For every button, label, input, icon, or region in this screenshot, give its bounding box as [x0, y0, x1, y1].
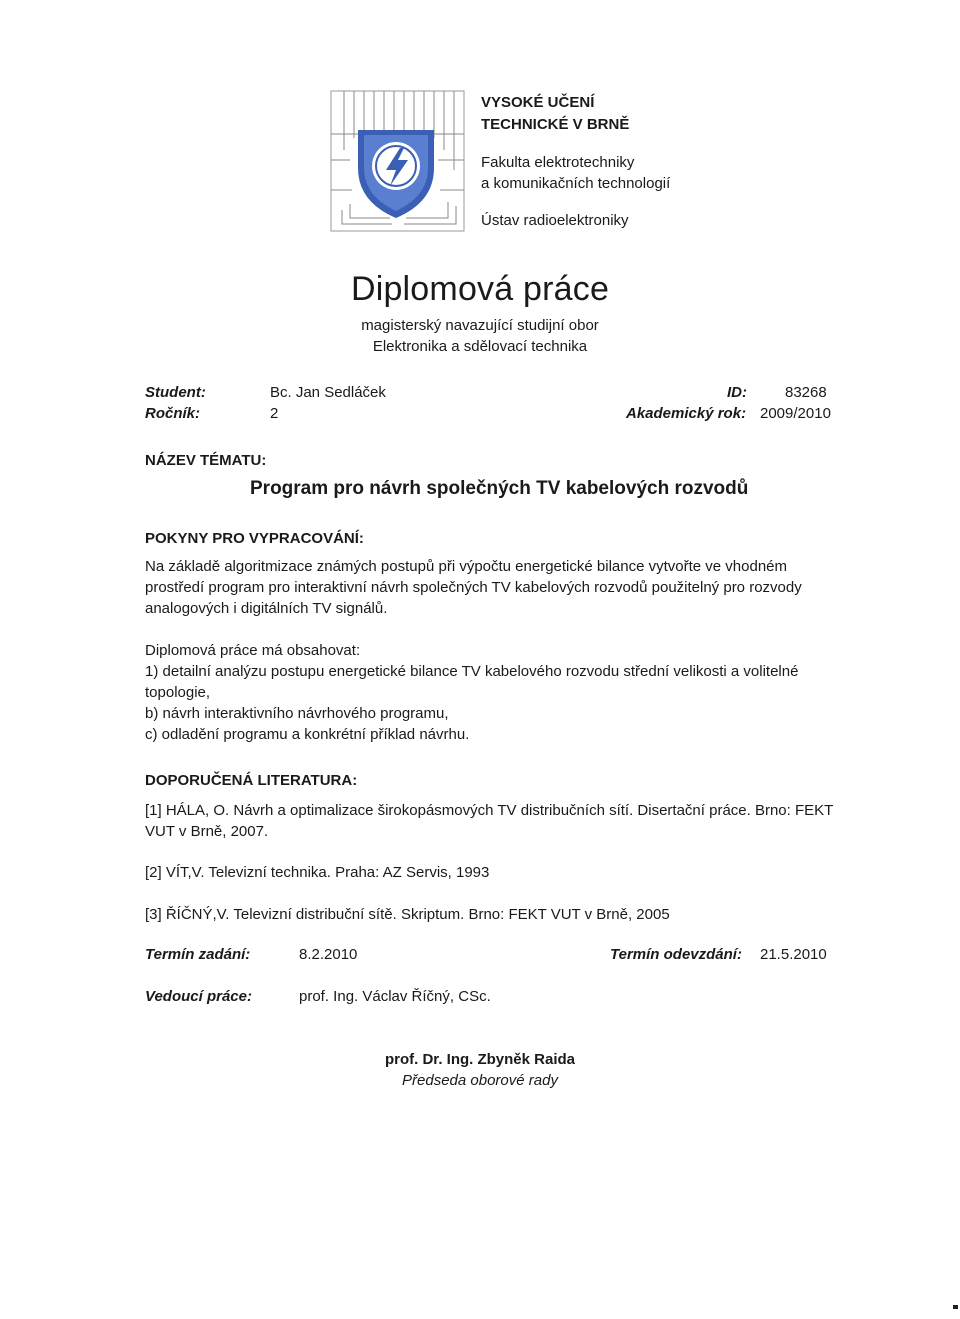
topic-name: Program pro návrh společných TV kabelových rozvodů	[250, 478, 749, 499]
id-label: ID:	[727, 384, 747, 401]
faculty-name-line2: a komunikačních technologií	[481, 175, 671, 192]
university-logo	[330, 90, 465, 232]
scan-speck	[953, 1305, 958, 1309]
supervisor-label: Vedoucí práce:	[145, 988, 252, 1005]
chair-role: Předseda oborové rady	[402, 1072, 558, 1089]
document-title: Diplomová práce	[350, 270, 610, 308]
contents-item: c) odladění programu a konkrétní příklad návrhu.	[145, 726, 470, 743]
due-date-label: Termín odevzdání:	[610, 946, 742, 963]
study-field: Elektronika a sdělovací technika	[372, 338, 588, 355]
study-program: magisterský navazující studijní obor	[361, 317, 599, 334]
literature-heading: DOPORUČENÁ LITERATURA:	[145, 772, 358, 789]
year-label: Ročník:	[145, 405, 201, 422]
academic-year-value: 2009/2010	[760, 405, 831, 422]
instructions-line: analogových i digitálních TV signálů.	[145, 600, 388, 617]
contents-intro: Diplomová práce má obsahovat:	[145, 642, 361, 659]
university-shield-logo-icon	[330, 90, 465, 232]
supervisor-value: prof. Ing. Václav Říčný, CSc.	[299, 988, 491, 1005]
chair-name: prof. Dr. Ing. Zbyněk Raida	[384, 1051, 576, 1068]
reference-1: [1] HÁLA, O. Návrh a optimalizace širokopásmových TV distribučních sítí. Disertační práce. Brno: FEKT	[145, 802, 834, 819]
due-date-value: 21.5.2010	[760, 946, 827, 963]
id-value: 83268	[785, 384, 827, 401]
reference-1-continued: VUT v Brně, 2007.	[145, 823, 269, 840]
student-value: Bc. Jan Sedláček	[270, 384, 386, 401]
assigned-date-value: 8.2.2010	[299, 946, 358, 963]
instructions-heading: POKYNY PRO VYPRACOVÁNÍ:	[145, 530, 364, 547]
academic-year-label: Akademický rok:	[626, 405, 747, 422]
topic-heading: NÁZEV TÉMATU:	[145, 452, 267, 469]
reference-3: [3] ŘÍČNÝ,V. Televizní distribuční sítě. Skriptum. Brno: FEKT VUT v Brně, 2005	[145, 906, 670, 923]
reference-2: [2] VÍT,V. Televizní technika. Praha: AZ Servis, 1993	[145, 864, 490, 881]
faculty-name-line1: Fakulta elektrotechniky	[481, 154, 635, 171]
school-name-line1: VYSOKÉ UČENÍ	[481, 94, 595, 111]
instructions-line: Na základě algoritmizace známých postupů při výpočtu energetické bilance vytvořte ve vhodném	[145, 558, 787, 575]
student-label: Student:	[145, 384, 206, 401]
school-name-line2: TECHNICKÉ V BRNĚ	[481, 116, 630, 133]
contents-item: b) návrh interaktivního návrhového programu,	[145, 705, 449, 722]
institute-name: Ústav radioelektroniky	[481, 212, 629, 229]
instructions-line: prostředí program pro interaktivní návrh společných TV kabelových rozvodů použitelný pro rozvody	[145, 579, 802, 596]
year-value: 2	[270, 405, 279, 422]
assigned-date-label: Termín zadání:	[145, 946, 251, 963]
contents-item: topologie,	[145, 684, 211, 701]
contents-item: 1) detailní analýzu postupu energetické bilance TV kabelového rozvodu střední velikosti a volitelné	[145, 663, 799, 680]
